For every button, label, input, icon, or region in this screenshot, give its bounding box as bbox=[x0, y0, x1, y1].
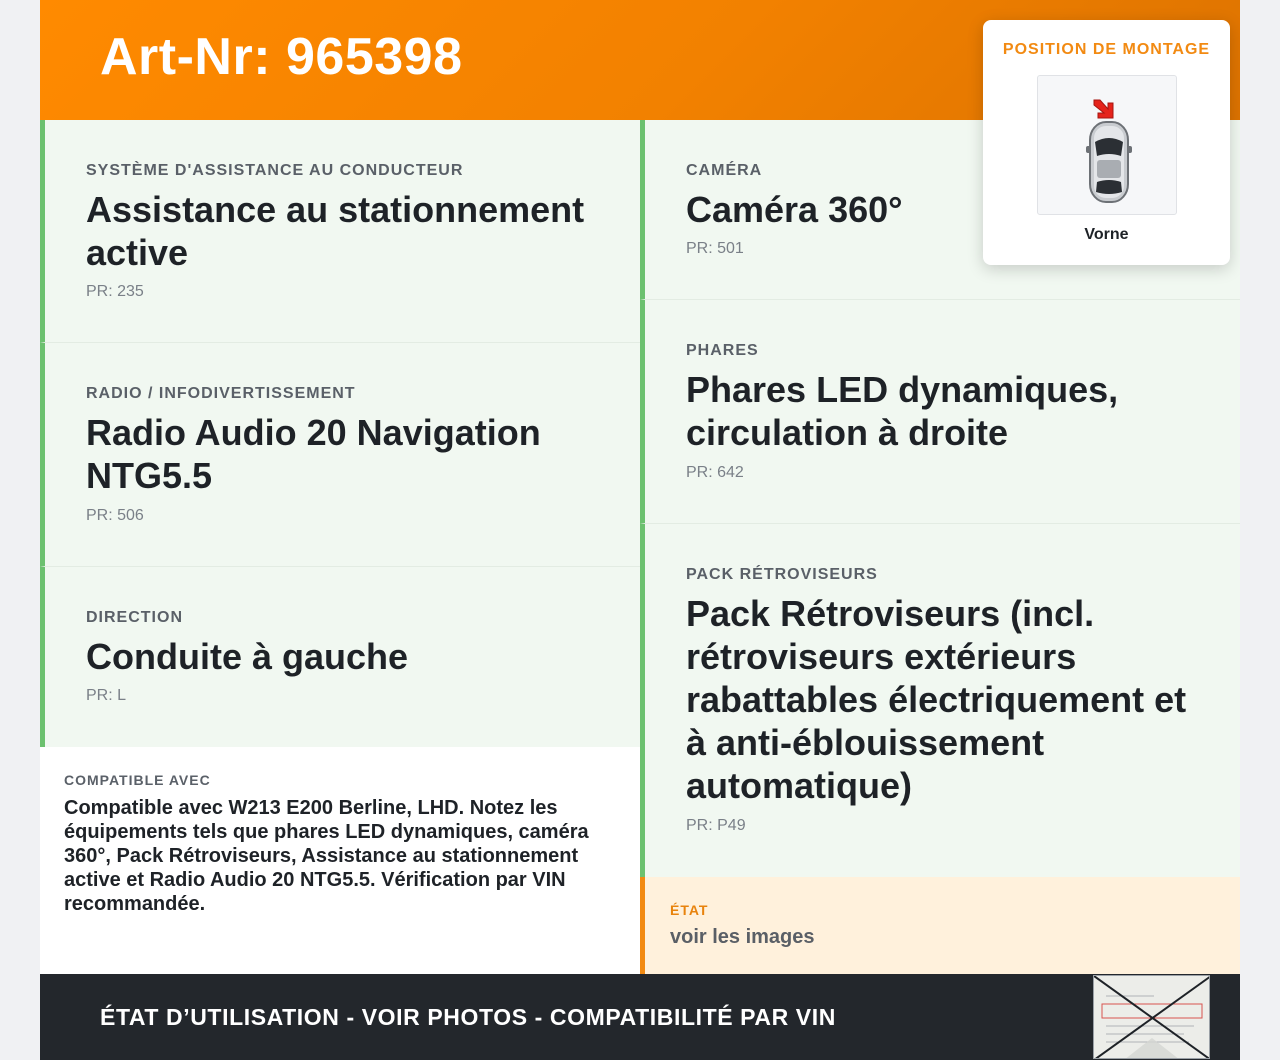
spec-label: RADIO / INFODIVERTISSEMENT bbox=[86, 385, 356, 402]
spec-label: CAMÉRA bbox=[686, 162, 763, 179]
spec-card-radio bbox=[40, 343, 640, 567]
spec-pr-code: PR: 506 bbox=[86, 507, 144, 524]
condition-text: voir les images bbox=[670, 926, 815, 948]
spec-card-driver-assistance bbox=[40, 120, 640, 343]
spec-label: DIRECTION bbox=[86, 609, 183, 626]
spec-label: SYSTÈME D'ASSISTANCE AU CONDUCTEUR bbox=[86, 162, 464, 179]
spec-value: Conduite à gauche bbox=[86, 636, 409, 677]
spec-pr-code: PR: 642 bbox=[686, 464, 744, 481]
car-top-view-icon bbox=[1038, 76, 1178, 216]
compatibility-text: Compatible avec W213 E200 Berline, LHD. Notez les équipements tels que phares LED dynamiques, caméra 360°, Pack Rétroviseurs, Assistance au stationnement active et Radio Audio 20 NTG5.5. Vérification par VIN recommandée. bbox=[64, 797, 589, 915]
spec-card-steering bbox=[40, 567, 640, 747]
product-sheet bbox=[40, 0, 1240, 1060]
mounting-position-caption: Vorne bbox=[1084, 226, 1129, 243]
spec-value: Radio Audio 20 Navigation NTG5.5 bbox=[86, 412, 541, 496]
spec-pr-code: PR: P49 bbox=[686, 817, 746, 834]
article-number-title: Art-Nr: 965398 bbox=[100, 28, 463, 86]
footer-text: ÉTAT D’UTILISATION - VOIR PHOTOS - COMPATIBILITÉ PAR VIN bbox=[100, 1004, 836, 1030]
spec-card-headlights bbox=[640, 300, 1240, 524]
condition-label: ÉTAT bbox=[670, 902, 709, 918]
document-thumbnail-icon bbox=[1093, 975, 1210, 1059]
compatibility-section bbox=[40, 747, 640, 974]
mounting-position-label: POSITION DE MONTAGE bbox=[1002, 41, 1211, 58]
spec-card-mirror-pack bbox=[640, 524, 1240, 877]
spec-value: Assistance au stationnement active bbox=[86, 189, 585, 273]
spec-value: Pack Rétroviseurs (incl. rétroviseurs extérieurs rabattables électriquement et à anti-éblouissement automatique) bbox=[686, 593, 1187, 806]
spec-value: Caméra 360° bbox=[686, 189, 903, 230]
spec-label: PACK RÉTROVISEURS bbox=[686, 566, 878, 583]
footer-bar bbox=[40, 974, 1240, 1060]
spec-value: Phares LED dynamiques, circulation à droite bbox=[686, 369, 1119, 453]
mounting-position-card bbox=[983, 20, 1230, 265]
spec-pr-code: PR: 235 bbox=[86, 283, 144, 300]
mounting-position-image bbox=[1037, 75, 1177, 215]
condition-section bbox=[640, 877, 1240, 974]
compatibility-label: COMPATIBLE AVEC bbox=[64, 772, 211, 788]
spec-label: PHARES bbox=[686, 342, 759, 359]
spec-pr-code: PR: 501 bbox=[686, 240, 744, 257]
spec-pr-code: PR: L bbox=[86, 687, 127, 704]
